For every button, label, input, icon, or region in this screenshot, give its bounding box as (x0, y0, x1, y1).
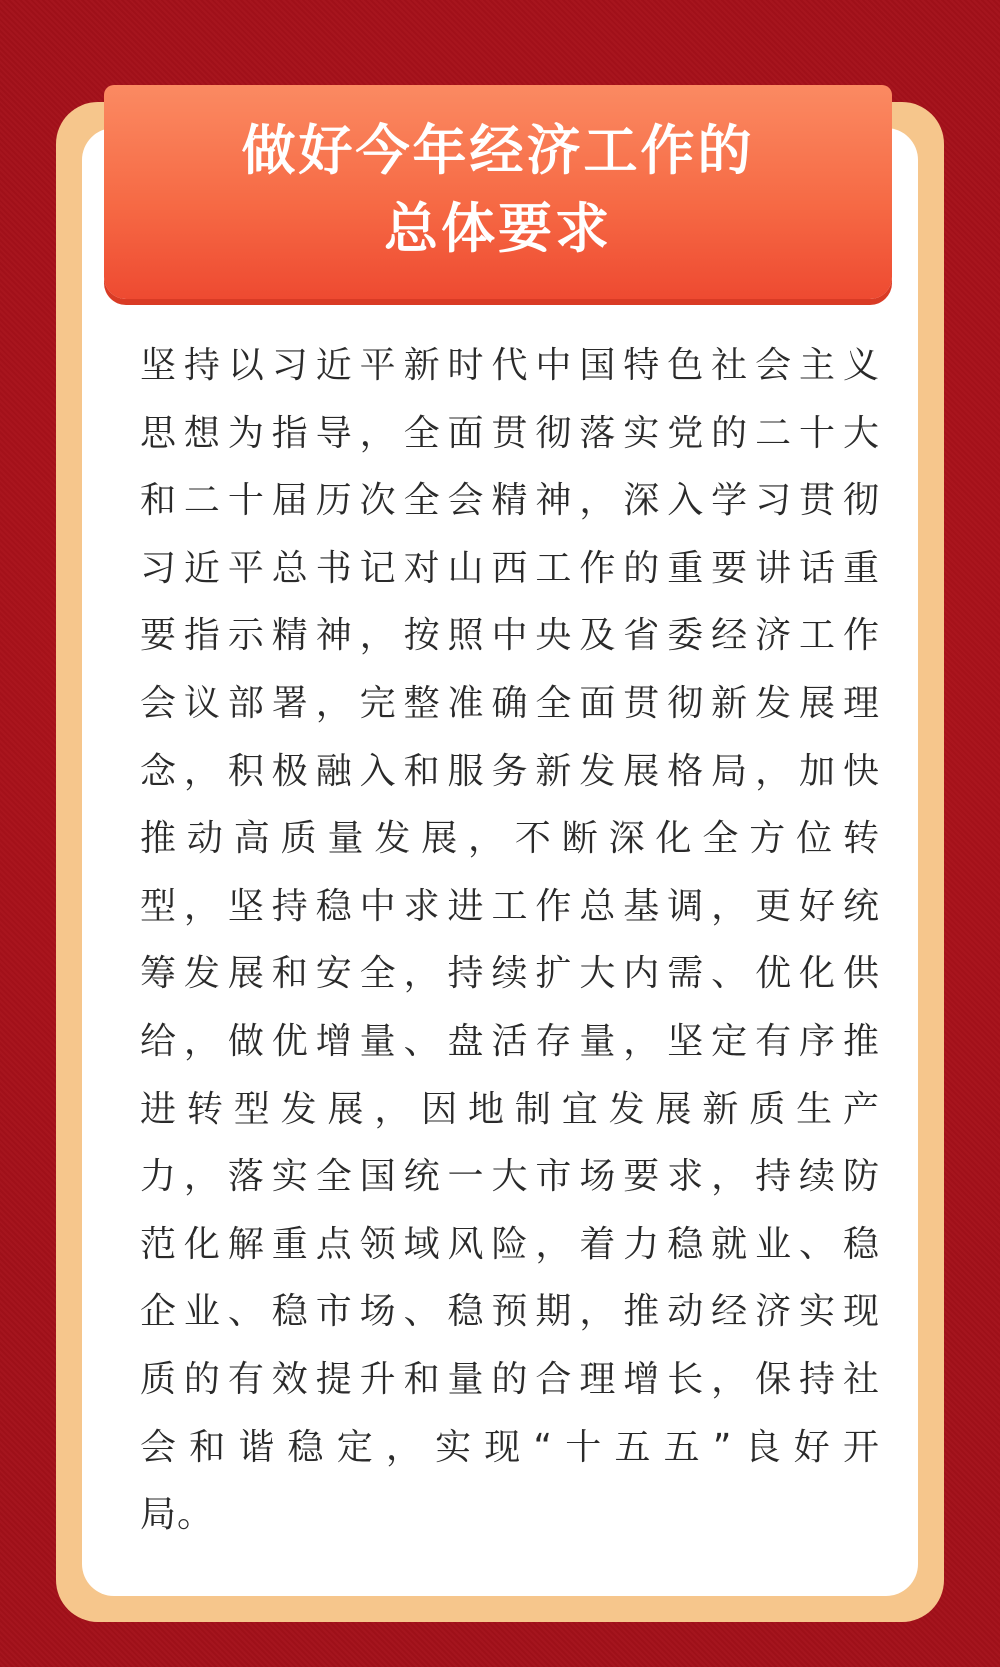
body-line: 习近平总书记对山西工作的重要讲话重 (140, 547, 880, 589)
body-line: 要指示精神，按照中央及省委经济工作 (140, 615, 880, 657)
title-line-1: 做好今年经济工作的 (241, 119, 755, 182)
body-line: 思想为指导，全面贯彻落实党的二十大 (140, 412, 880, 454)
body-line: 念，积极融入和服务新发展格局，加快 (140, 750, 880, 792)
body-line: 范化解重点领域风险，着力稳就业、稳 (140, 1223, 880, 1265)
body-line: 和二十届历次全会精神，深入学习贯彻 (140, 480, 880, 522)
body-line: 坚持以习近平新时代中国特色社会主义 (140, 345, 880, 386)
body-line: 力，落实全国统一大市场要求，持续防 (140, 1156, 880, 1198)
page-title (104, 112, 892, 268)
body-paragraph (140, 332, 880, 1549)
body-line: 给，做优增量、盘活存量，坚定有序推 (140, 1020, 880, 1062)
body-line: 进转型发展，因地制宜发展新质生产 (140, 1088, 880, 1130)
body-line: 企业、稳市场、稳预期，推动经济实现 (140, 1291, 880, 1333)
body-line: 筹发展和安全，持续扩大内需、优化供 (140, 953, 880, 995)
body-line: 会议部署，完整准确全面贯彻新发展理 (140, 682, 880, 724)
body-line: 推动高质量发展，不断深化全方位转 (140, 818, 880, 860)
body-line: 局。 (140, 1494, 215, 1536)
body-line: 质的有效提升和量的合理增长，保持社 (140, 1358, 880, 1400)
body-line: 型，坚持稳中求进工作总基调，更好统 (140, 885, 880, 927)
title-line-2: 总体要求 (384, 197, 612, 260)
body-line: 会和谐稳定，实现“十五五”良好开 (140, 1426, 880, 1468)
